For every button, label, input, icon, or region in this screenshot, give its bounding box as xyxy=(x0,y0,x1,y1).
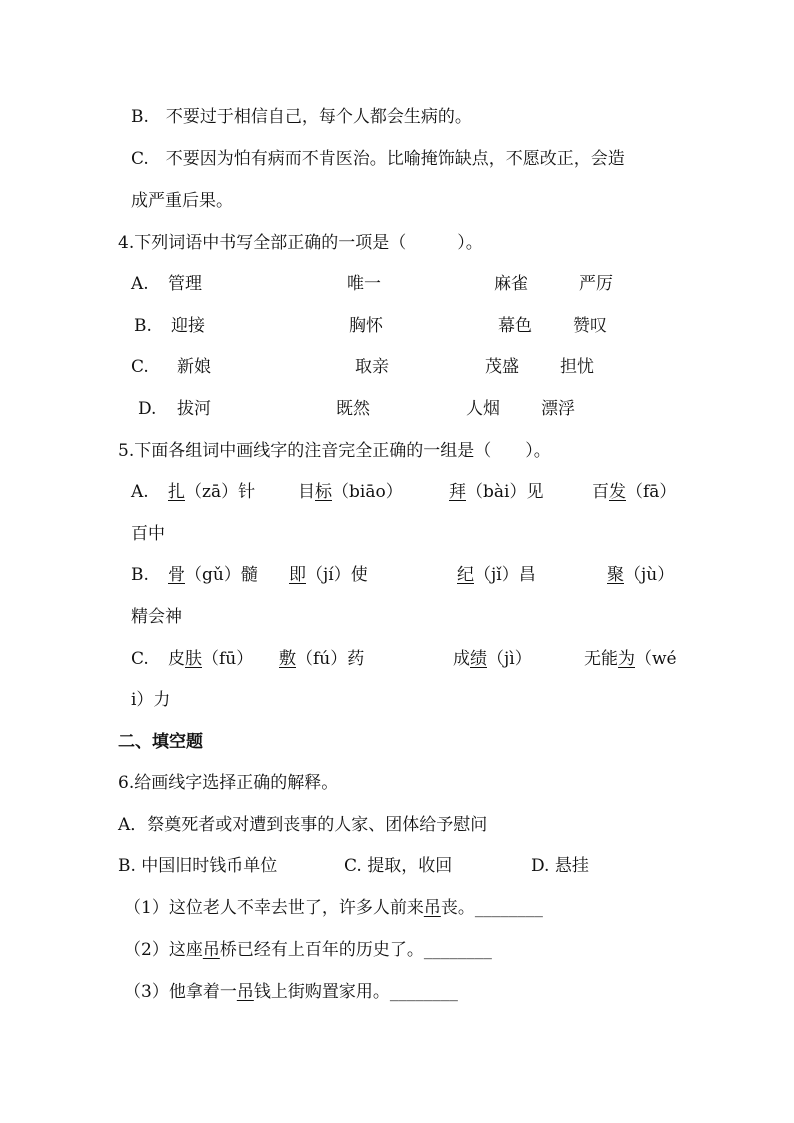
word: 既然 xyxy=(336,399,370,419)
word: 目标（biāo） xyxy=(298,482,403,502)
word: 担忧 xyxy=(560,357,594,377)
option-label: D. xyxy=(138,399,157,419)
word: 纪（jǐ）昌 xyxy=(457,565,536,585)
q6-item: （3）他拿着一吊钱上街购置家用。________ xyxy=(124,982,458,1002)
word: 聚（jù） xyxy=(607,565,675,585)
word: 成绩（jì） xyxy=(453,649,532,669)
word: 麻雀 xyxy=(494,274,528,294)
section-title: 二、填空题 xyxy=(118,732,203,752)
word: 漂浮 xyxy=(541,399,575,419)
word: 新娘 xyxy=(177,357,211,377)
q5-option-b-wrap: 精会神 xyxy=(131,607,182,627)
word: 管理 xyxy=(168,274,202,294)
q5-option-c-wrap: i）力 xyxy=(131,690,171,710)
word: 唯一 xyxy=(347,274,381,294)
word: 拜（bài）见 xyxy=(449,482,544,502)
q5-option-a-wrap: 百中 xyxy=(131,524,165,544)
q6-item: （2）这座吊桥已经有上百年的历史了。________ xyxy=(124,940,492,960)
word: 即（jí）使 xyxy=(289,565,368,585)
option-label: C. xyxy=(131,649,149,669)
word: 敷（fú）药 xyxy=(279,649,365,669)
q6-stem: 6.给画线字选择正确的解释。 xyxy=(118,773,339,793)
option-label: C. xyxy=(131,357,149,377)
word: 茂盛 xyxy=(485,357,519,377)
word: 人烟 xyxy=(466,399,500,419)
word: 扎（zā）针 xyxy=(168,482,256,502)
word: 皮肤（fū） xyxy=(168,649,254,669)
q3-option-b: B. 不要过于相信自己，每个人都会生病的。 xyxy=(131,107,472,127)
option-label: A. xyxy=(131,482,149,502)
word: 拔河 xyxy=(177,399,211,419)
q6-item: （1）这位老人不幸去世了，许多人前来吊丧。________ xyxy=(124,898,543,918)
word: 迎接 xyxy=(171,316,205,336)
word: 严厉 xyxy=(579,274,613,294)
word: 骨（gǔ）髓 xyxy=(168,565,258,585)
word: 胸怀 xyxy=(349,316,383,336)
option-label: A. xyxy=(131,274,149,294)
q6-def-a: A．祭奠死者或对遭到丧事的人家、团体给予慰问 xyxy=(118,815,488,835)
word: 百发（fā） xyxy=(592,482,677,502)
q3-option-c-line2: 成严重后果。 xyxy=(131,191,233,211)
option-label: B. xyxy=(131,565,149,585)
option-label: B. xyxy=(134,316,152,336)
word: 取亲 xyxy=(355,357,389,377)
q6-def-c: C. 提取，收回 xyxy=(344,856,453,876)
q6-def-d: D. 悬挂 xyxy=(531,856,589,876)
word: 赞叹 xyxy=(573,316,607,336)
word: 无能为（wé xyxy=(584,649,677,669)
word: 幕色 xyxy=(498,316,532,336)
q5-stem: 5.下面各组词中画线字的注音完全正确的一组是（ ）。 xyxy=(118,441,551,461)
q4-stem: 4.下列词语中书写全部正确的一项是（ ）。 xyxy=(118,233,483,253)
q3-option-c-line1: C. 不要因为怕有病而不肯医治。比喻掩饰缺点，不愿改正，会造 xyxy=(131,149,625,169)
q6-def-b: B. 中国旧时钱币单位 xyxy=(118,856,278,876)
